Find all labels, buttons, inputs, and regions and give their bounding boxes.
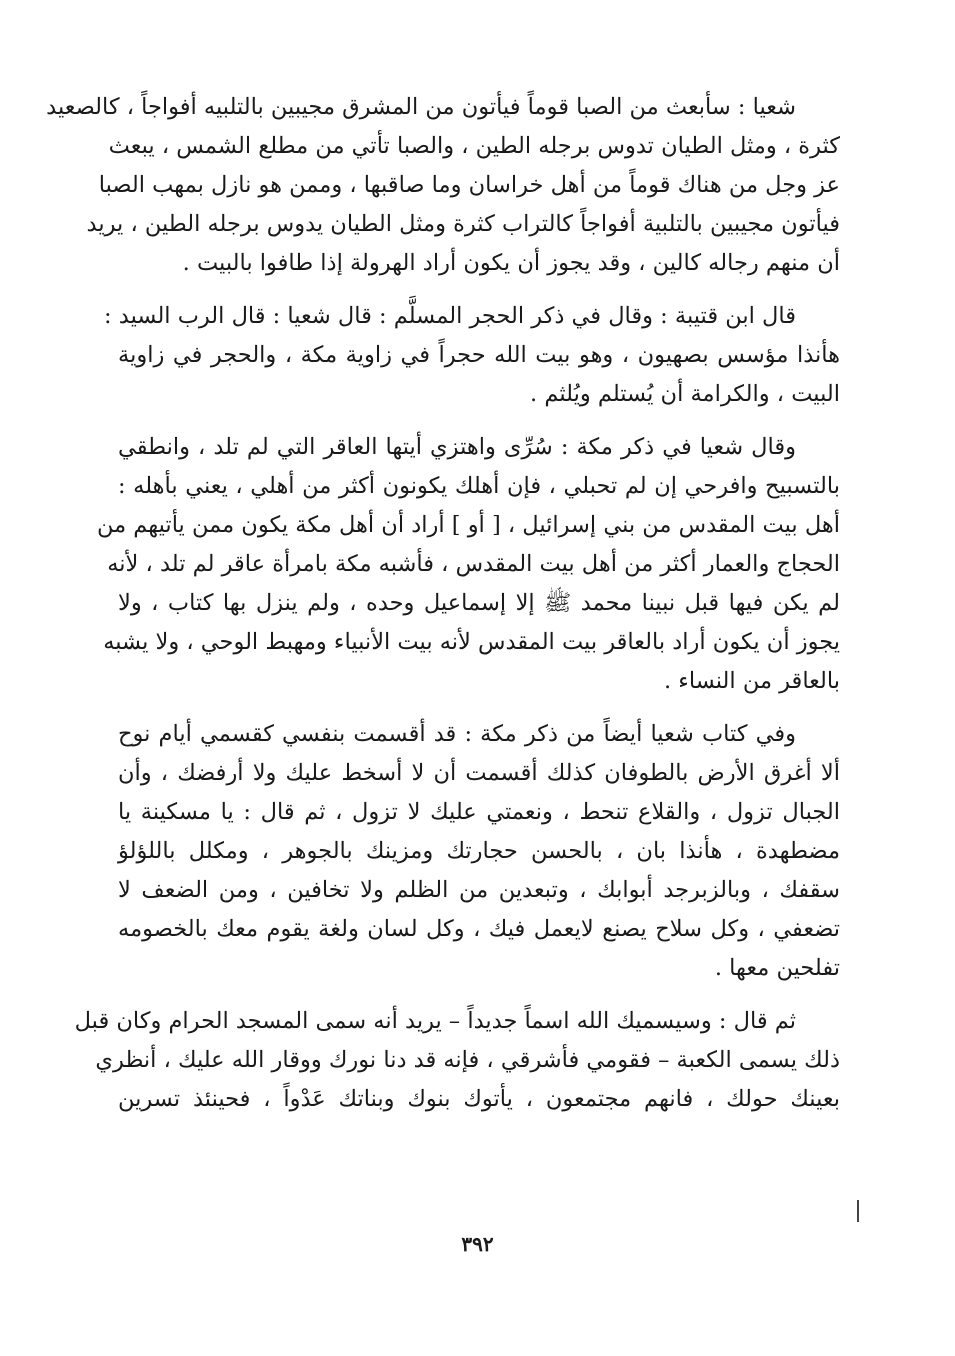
paragraph-4 <box>118 715 840 988</box>
text-line: مضطهدة ، هأنذا بان ، بالحسن حجارتك ومزينك بالجوهر ، ومكلل باللؤلؤ <box>118 838 840 864</box>
paragraph-3 <box>96 428 840 701</box>
paragraph-2 <box>104 297 840 414</box>
text-line: الجبال تزول ، والقلاع تنحط ، ونعمتي عليك لا تزول ، ثم قال : يا مسكينة يا <box>118 799 840 825</box>
text-line: بعينك حولك ، فانهم مجتمعون ، يأتوك بنوك وبناتك عَدْواً ، فحينئذ تسرين <box>118 1086 840 1112</box>
text-line: البيت ، والكرامة أن يُستلم ويُلثم . <box>530 381 840 407</box>
text-line: لم يكن فيها قبل نبينا محمد ﷺ إلا إسماعيل وحده ، ولم ينزل بها كتاب ، ولا <box>118 590 840 616</box>
text-line: ثم قال : وسيسميك الله اسماً جديداً – يريد أنه سمى المسجد الحرام وكان قبل <box>74 1008 796 1034</box>
text-line: أهل بيت المقدس من بني إسرائيل ، [ أو ] أراد أن أهل مكة يكون ممن يأتيهم من <box>96 512 840 538</box>
text-line: يجوز أن يكون أراد بالعاقر بيت المقدس لأنه بيت الأنبياء ومهبط الوحي ، ولا يشبه <box>103 629 840 655</box>
text-line: فيأتون مجيبين بالتلبية أفواجاً كالتراب كثرة ومثل الطيان يدوس برجله الطين ، يريد <box>86 211 840 237</box>
text-line: وقال شعيا في ذكر مكة : سُرِّى واهتزي أيتها العاقر التي لم تلد ، وانطقي <box>118 434 796 460</box>
text-line: ذلك يسمى الكعبة – فقومي فأشرقي ، فإنه قد دنا نورك ووقار الله عليك ، أنظري <box>95 1047 840 1073</box>
text-line: تضعفي ، وكل سلاح يصنع لايعمل فيك ، وكل لسان ولغة يقوم معك بالخصومه <box>118 916 840 942</box>
text-line: أن منهم رجاله كالين ، وقد يجوز أن يكون أراد الهرولة إذا طافوا بالبيت . <box>182 250 840 276</box>
text-line: عز وجل من هناك قوماً من أهل خراسان وما صاقبها ، وممن هو نازل بمهب الصبا <box>98 172 840 198</box>
text-line: تفلحين معها . <box>714 955 840 981</box>
paragraph-5 <box>74 1002 840 1119</box>
text-line: وفي كتاب شعيا أيضاً من ذكر مكة : قد أقسمت بنفسي كقسمي أيام نوح <box>118 721 796 747</box>
paragraph-1 <box>46 88 840 283</box>
text-line: كثرة ، ومثل الطيان تدوس برجله الطين ، والصبا تأتي من مطلع الشمس ، يبعث <box>108 133 840 159</box>
text-line: الحجاج والعمار أكثر من أهل بيت المقدس ، فأشبه مكة بامرأة عاقر لم تلد ، لأنه <box>107 551 840 577</box>
text-line: هأنذا مؤسس بصهيون ، وهو بيت الله حجراً في زاوية مكة ، والحجر في زاوية <box>118 342 840 368</box>
text-line: ألا أغرق الأرض بالطوفان كذلك أقسمت أن لا أسخط عليك ولا أرفضك ، وأن <box>118 760 840 786</box>
page-number: ٣٩٢ <box>461 1232 494 1256</box>
margin-mark <box>857 1200 859 1222</box>
body-text <box>46 88 840 1133</box>
text-line: بالعاقر من النساء . <box>663 668 840 694</box>
text-line: شعيا : سأبعث من الصبا قوماً فيأتون من المشرق مجيبين بالتلبيه أفواجاً ، كالصعيد <box>46 94 796 120</box>
text-line: سقفك ، وبالزبرجد أبوابك ، وتبعدين من الظلم ولا تخافين ، ومن الضعف لا <box>118 877 840 903</box>
text-line: قال ابن قتيبة : وقال في ذكر الحجر المسلَّم : قال شعيا : قال الرب السيد : <box>104 303 796 329</box>
text-line: بالتسبيح وافرحي إن لم تحبلي ، فإن أهلك يكونون أكثر من أهلي ، يعني بأهله : <box>118 473 840 499</box>
